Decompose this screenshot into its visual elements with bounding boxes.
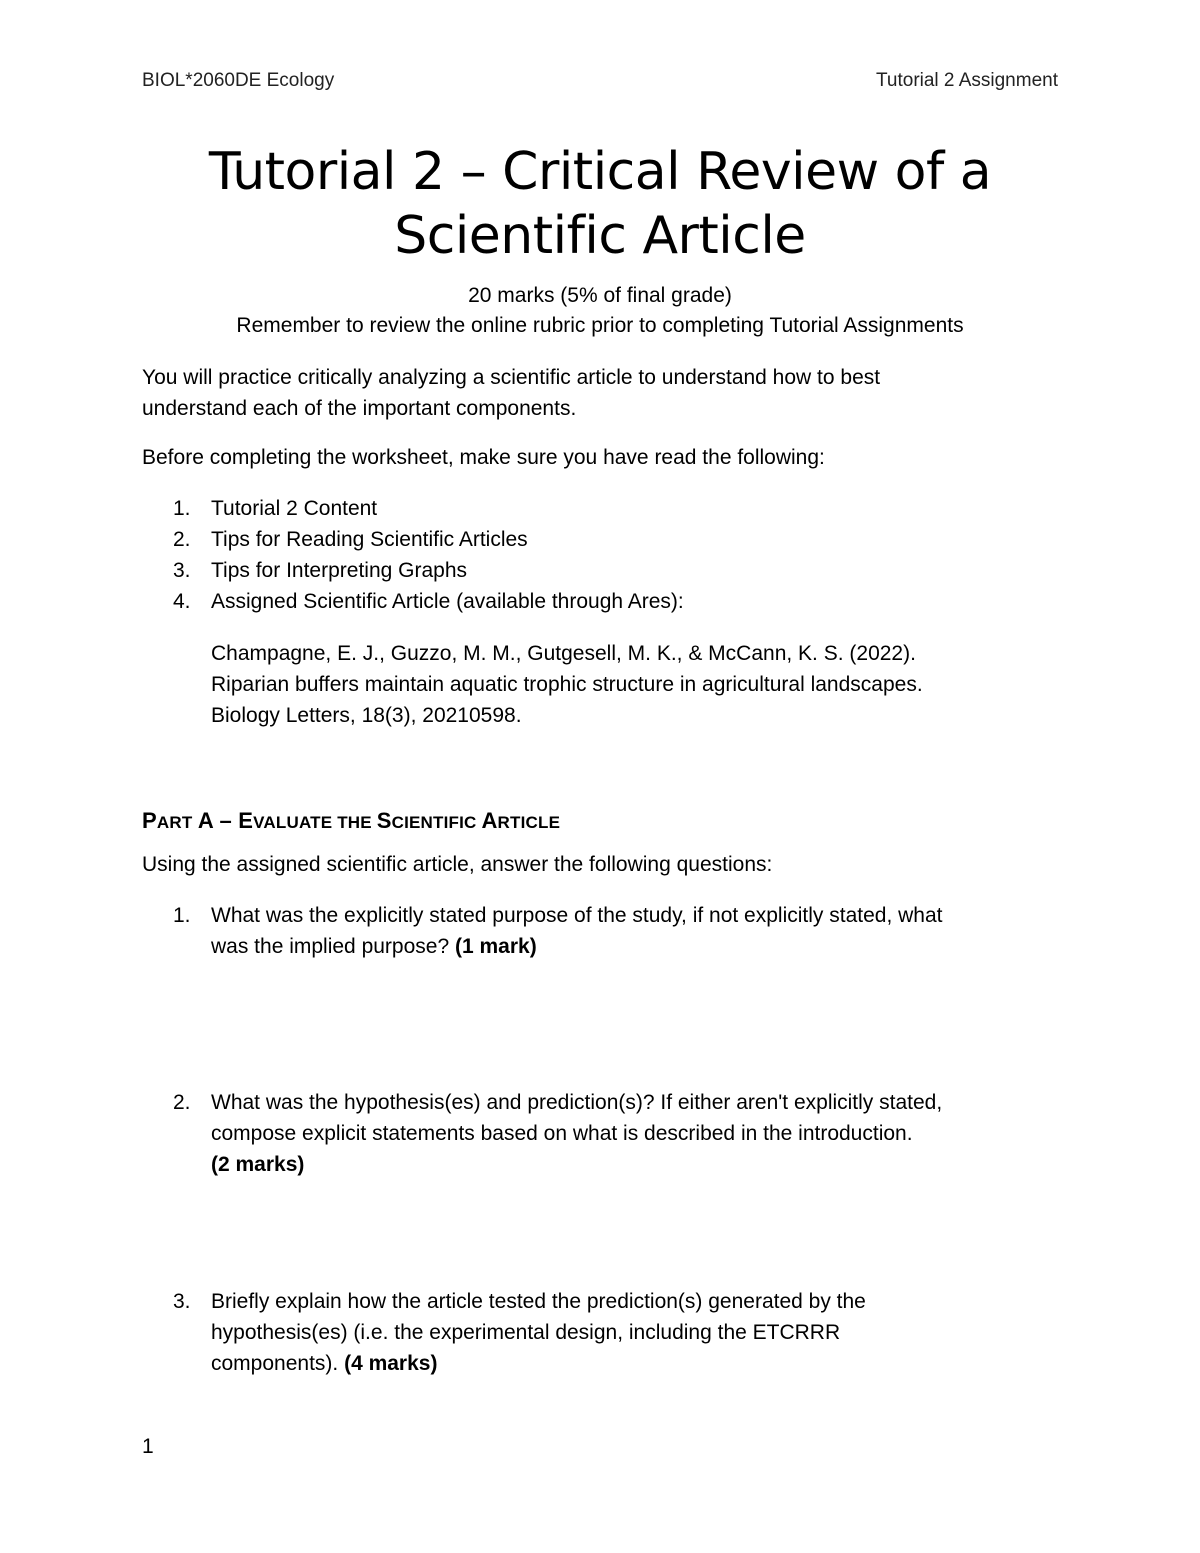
citation-line-2: Riparian buffers maintain aquatic trophic structure in agricultural landscapes. (211, 673, 923, 696)
prereq-item-text: Tips for Reading Scientific Articles (211, 528, 528, 551)
heading-smallcaps: RTICLE (497, 813, 561, 832)
marks-subtitle: 20 marks (5% of final grade) (468, 284, 732, 307)
question-line (211, 931, 1071, 962)
question-line: Briefly explain how the article tested the prediction(s) generated by the (211, 1290, 866, 1313)
heading-smallcaps: CIENTIFIC (391, 813, 482, 832)
question-line (211, 1348, 1071, 1379)
title-line-2: Scientific Article (394, 206, 806, 266)
citation-line-1: Champagne, E. J., Guzzo, M. M., Gutgesell, M. K., & McCann, K. S. (2022). (211, 642, 916, 665)
prereq-item-text: Tips for Interpreting Graphs (211, 559, 467, 582)
prereq-lead: Before completing the worksheet, make sure you have read the following: (142, 446, 825, 469)
citation-line-3: Biology Letters, 18(3), 20210598. (211, 704, 522, 727)
part-a-lead: Using the assigned scientific article, answer the following questions: (142, 853, 773, 876)
question-2 (211, 1087, 1071, 1180)
title-line-1: Tutorial 2 – Critical Review of a (208, 142, 992, 202)
marks-label: (2 marks) (211, 1153, 305, 1176)
prereq-item-number: 3. (173, 559, 191, 582)
heading-cap: S (376, 808, 392, 833)
question-line: compose explicit statements based on what is described in the introduction. (211, 1122, 913, 1145)
question-number: 3. (173, 1290, 191, 1313)
header-course: BIOL*2060DE Ecology (142, 70, 335, 91)
heading-smallcaps: ART (156, 813, 193, 832)
prereq-item-number: 1. (173, 497, 191, 520)
question-line: hypothesis(es) (i.e. the experimental design, including the ETCRRR (211, 1321, 841, 1344)
document-title (60, 140, 1140, 268)
intro-line-2: understand each of the important components. (142, 397, 577, 420)
intro-paragraph (142, 362, 1062, 424)
question-3 (211, 1286, 1071, 1379)
heading-cap: P (142, 808, 157, 833)
question-number: 1. (173, 904, 191, 927)
marks-label: (1 mark) (454, 935, 537, 958)
page-number: 1 (142, 1435, 154, 1458)
prereq-item-text: Tutorial 2 Content (211, 497, 378, 520)
heading-cap: A – (192, 808, 239, 833)
prereq-item-number: 2. (173, 528, 191, 551)
question-text: components). (211, 1352, 345, 1375)
marks-label: (4 marks) (344, 1352, 438, 1375)
heading-cap: A (481, 808, 498, 833)
question-1 (211, 900, 1071, 962)
rubric-reminder: Remember to review the online rubric prior to completing Tutorial Assignments (236, 314, 964, 337)
prereq-item-number: 4. (173, 590, 191, 613)
heading-smallcaps: VALUATE THE (253, 813, 377, 832)
article-citation (211, 638, 1071, 731)
intro-line-1: You will practice critically analyzing a scientific article to understand how to best (142, 366, 881, 389)
question-line: What was the hypothesis(es) and prediction(s)? If either aren't explicitly stated, (211, 1091, 943, 1114)
question-text: was the implied purpose? (211, 935, 455, 958)
header-doc-label: Tutorial 2 Assignment (876, 70, 1058, 91)
question-number: 2. (173, 1091, 191, 1114)
prereq-item-text: Assigned Scientific Article (available through Ares): (211, 590, 684, 613)
question-line: What was the explicitly stated purpose of the study, if not explicitly stated, what (211, 904, 943, 927)
part-a-heading (142, 806, 560, 838)
heading-cap: E (238, 808, 254, 833)
